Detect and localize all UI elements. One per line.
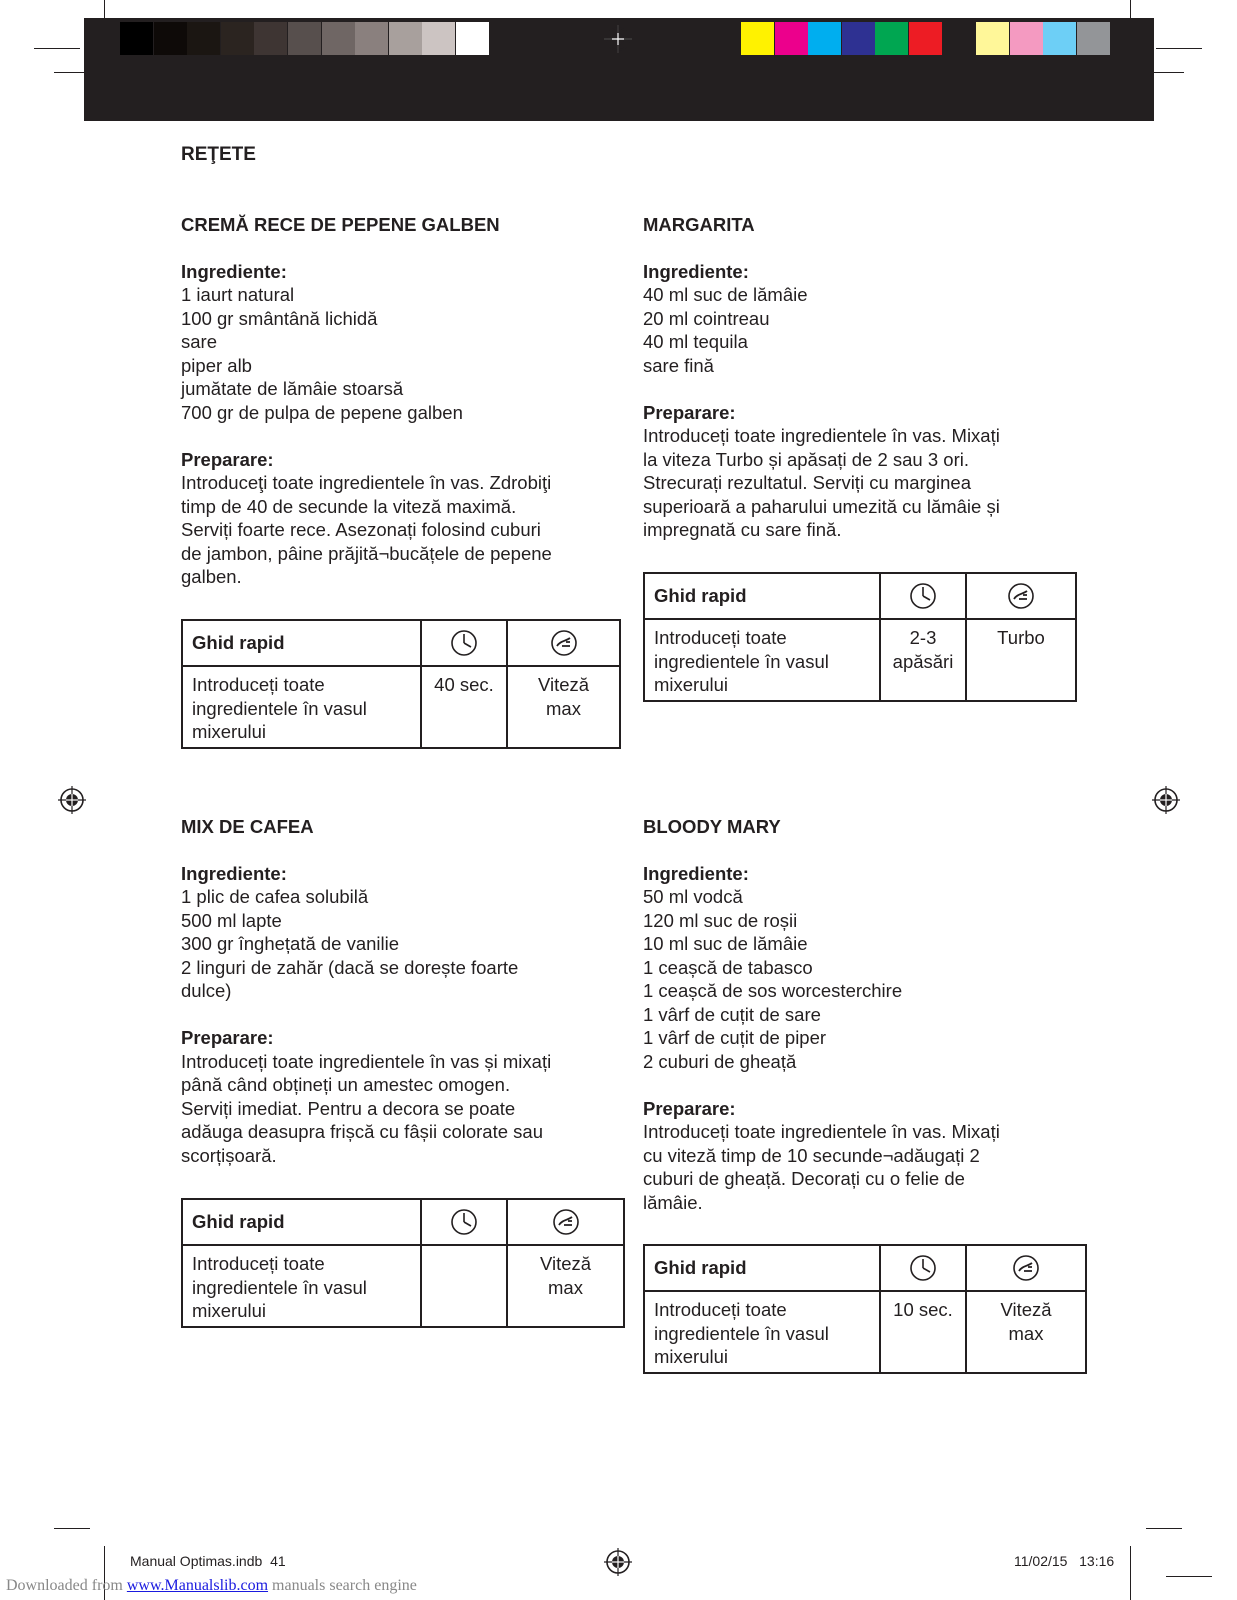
guide-instruction [644, 619, 880, 701]
text-line: piper alb [181, 354, 252, 376]
recipe-mix-de-cafea [181, 815, 611, 1167]
ingredients-label: Ingrediente: [643, 260, 749, 282]
preparation-label: Preparare: [181, 448, 274, 470]
ingredients-list [643, 283, 1063, 377]
footer-page-number: 41 [270, 1553, 286, 1569]
guide-time [880, 1291, 966, 1373]
text-line: ingredientele în vasul [654, 650, 829, 672]
text-line: galben. [181, 566, 242, 587]
text-line: Serviți foarte rece. Asezonați folosind cuburi [181, 519, 541, 540]
color-swatch [808, 22, 841, 55]
clock-icon [909, 1254, 937, 1282]
footer-date: 11/02/15 [1014, 1553, 1068, 1569]
download-watermark [6, 1577, 417, 1595]
guide-speed [966, 619, 1076, 701]
color-swatch [1077, 22, 1110, 55]
guide-speed [507, 666, 620, 748]
text-line: Introduceți toate [192, 674, 325, 695]
footer-time: 13:16 [1079, 1553, 1115, 1569]
speed-dial-icon [550, 629, 578, 657]
ingredients-label: Ingrediente: [643, 862, 749, 884]
text-line: mixerului [192, 721, 267, 742]
gray-swatch [288, 22, 321, 55]
crop-mark [54, 1528, 90, 1529]
text-line: timp de 40 de secunde la viteză maximă. [181, 495, 517, 517]
text-line: sare fină [643, 354, 714, 376]
text-line: impregnată cu sare fină. [643, 519, 842, 540]
text-line: adăuga deasupra frișcă cu fâșii colorate sau [181, 1121, 543, 1142]
text-line: superioară a paharului umezită cu lămâie și [643, 495, 1000, 517]
text-line: la viteza Turbo și apăsați de 2 sau 3 ori. [643, 448, 969, 470]
guide-time [421, 1245, 507, 1327]
text-line: sare [181, 331, 217, 352]
footer-file [130, 1553, 286, 1569]
registration-mark-icon [604, 25, 632, 53]
gray-swatch [322, 22, 355, 55]
speed-column-header [507, 620, 620, 666]
speed-column-header [966, 1245, 1086, 1291]
guide-header: Ghid rapid [182, 620, 421, 666]
registration-mark-icon [58, 786, 86, 814]
guide-header: Ghid rapid [644, 573, 880, 619]
text-line: Introduceți toate [654, 627, 787, 648]
ingredients-label: Ingrediente: [181, 862, 287, 884]
guide-speed [966, 1291, 1086, 1373]
recipe-margarita [643, 213, 1063, 542]
color-swatch [943, 22, 976, 55]
text-line: Introduceți toate ingredientele în vas. Mixați [643, 425, 1000, 446]
text-line: max [546, 697, 581, 719]
text-line: 50 ml vodcă [643, 886, 743, 907]
gray-swatch [154, 22, 187, 55]
color-swatch [741, 22, 774, 55]
crop-mark [1130, 0, 1131, 52]
text-line: mixerului [654, 1346, 729, 1367]
crop-mark [1156, 48, 1202, 49]
quick-guide-table [181, 619, 621, 749]
quick-guide-table [643, 572, 1077, 702]
recipe-title: BLOODY MARY [643, 816, 781, 837]
preparation-text [643, 424, 1063, 542]
text-line: de jambon, pâine prăjită¬bucățele de pepene [181, 542, 552, 564]
clock-icon [909, 582, 937, 610]
page-title: REŢETE [181, 144, 256, 165]
speed-dial-icon [1007, 582, 1035, 610]
text-line: 2 linguri de zahăr (dacă se dorește foarte [181, 956, 519, 978]
text-line: până când obțineți un amestec omogen. [181, 1074, 511, 1095]
crop-mark [1130, 1546, 1131, 1600]
speed-dial-icon [1012, 1254, 1040, 1282]
text-line: Introduceți toate ingredientele în vas. Mixați [643, 1121, 1000, 1142]
time-column-header [880, 573, 966, 619]
text-line: Introduceți toate ingredientele în vas și mixați [181, 1050, 552, 1072]
text-line: mixerului [654, 674, 729, 695]
text-line: cu viteză timp de 10 secunde¬adăugați 2 [643, 1144, 980, 1166]
text-line: scorțișoară. [181, 1144, 277, 1166]
watermark-link[interactable]: www.Manualslib.com [126, 1577, 269, 1594]
preparation-text [643, 1120, 1073, 1214]
text-line: Introduceţi toate ingredientele în vas. Zdrobiţi [181, 472, 552, 493]
footer-file-name: Manual Optimas.indb [130, 1553, 263, 1569]
preparation-label: Preparare: [181, 1027, 274, 1048]
guide-speed [507, 1245, 624, 1327]
text-line: 40 ml tequila [643, 331, 748, 352]
crop-mark [34, 48, 80, 49]
text-line: ingredientele în vasul [192, 697, 367, 719]
text-line: 1 iaurt natural [181, 284, 295, 305]
guide-instruction [644, 1291, 880, 1373]
guide-instruction [182, 1245, 421, 1327]
speed-dial-icon [552, 1208, 580, 1236]
time-column-header [421, 620, 507, 666]
footer-timestamp [1014, 1553, 1114, 1569]
text-line: 40 sec. [434, 674, 494, 695]
guide-time [880, 619, 966, 701]
text-line: 1 vârf de cuțit de piper [643, 1027, 827, 1048]
gray-swatch [422, 22, 455, 55]
guide-header: Ghid rapid [182, 1199, 421, 1245]
color-swatch [909, 22, 942, 55]
time-column-header [421, 1199, 507, 1245]
clock-icon [450, 1208, 478, 1236]
guide-time [421, 666, 507, 748]
recipe-title: MARGARITA [643, 214, 755, 235]
color-swatch [875, 22, 908, 55]
text-line: Introduceți toate [192, 1253, 325, 1274]
text-line: Turbo [997, 627, 1045, 648]
gray-swatch [221, 22, 254, 55]
text-line: Viteză [539, 1253, 592, 1274]
text-line: 120 ml suc de roșii [643, 909, 798, 931]
time-column-header [880, 1245, 966, 1291]
text-line: 700 gr de pulpa de pepene galben [181, 401, 463, 423]
ingredients-list [181, 283, 601, 424]
text-line: mixerului [192, 1300, 267, 1321]
preparation-label: Preparare: [643, 1097, 736, 1119]
text-line: 2-3 [909, 627, 937, 648]
clock-icon [450, 629, 478, 657]
color-swatch [775, 22, 808, 55]
guide-instruction [182, 666, 421, 748]
color-swatch [1043, 22, 1076, 55]
watermark-prefix: Downloaded from [6, 1577, 123, 1594]
recipe-title: MIX DE CAFEA [181, 816, 314, 837]
preparation-text [181, 471, 601, 589]
text-line: ingredientele în vasul [654, 1322, 829, 1344]
gray-swatch [254, 22, 287, 55]
text-line: cuburi de gheață. Decorați cu o felie de [643, 1168, 965, 1189]
text-line: 1 plic de cafea solubilă [181, 886, 369, 907]
text-line: jumătate de lămâie stoarsă [181, 378, 404, 399]
registration-mark-icon [1152, 786, 1180, 814]
text-line: 500 ml lapte [181, 909, 282, 931]
quick-guide-table [181, 1198, 625, 1328]
text-line: Strecurați rezultatul. Serviți cu marginea [643, 472, 971, 493]
recipe-crema-rece [181, 213, 601, 589]
crop-mark [1146, 1528, 1182, 1529]
text-line: Introduceți toate [654, 1299, 787, 1320]
speed-column-header [966, 573, 1076, 619]
text-line: max [1008, 1322, 1044, 1344]
text-line: 2 cuburi de gheață [643, 1050, 797, 1072]
text-line: Viteză [1000, 1299, 1052, 1320]
gray-swatch [187, 22, 220, 55]
text-line: Viteză [537, 674, 590, 695]
gray-swatch [355, 22, 388, 55]
registration-mark-icon [604, 1548, 632, 1576]
text-line: 1 vârf de cuțit de sare [643, 1003, 821, 1025]
color-swatch [842, 22, 875, 55]
text-line: 10 sec. [893, 1299, 953, 1320]
ingredients-list [643, 885, 1073, 1073]
text-line: 40 ml suc de lămâie [643, 284, 808, 305]
crop-mark [1166, 1576, 1212, 1577]
text-line: 20 ml cointreau [643, 307, 770, 329]
text-line: 10 ml suc de lămâie [643, 933, 808, 954]
text-line: lămâie. [643, 1191, 703, 1213]
text-line: max [548, 1276, 583, 1298]
watermark-suffix: manuals search engine [272, 1577, 417, 1594]
text-line: 100 gr smântână lichidă [181, 307, 378, 329]
crop-mark [54, 72, 84, 73]
preparation-text [181, 1050, 611, 1168]
color-swatch [976, 22, 1009, 55]
color-swatch [1010, 22, 1043, 55]
crop-mark [104, 0, 105, 52]
gray-swatch [120, 22, 153, 55]
text-line: 1 ceașcă de sos worcesterchire [643, 980, 903, 1001]
recipe-bloody-mary [643, 815, 1073, 1214]
text-line: apăsări [892, 650, 954, 672]
ingredients-list [181, 885, 611, 1003]
text-line: ingredientele în vasul [192, 1276, 367, 1298]
quick-guide-table [643, 1244, 1087, 1374]
text-line: 1 ceașcă de tabasco [643, 956, 813, 978]
ingredients-label: Ingrediente: [181, 260, 287, 282]
crop-mark [1154, 72, 1184, 73]
speed-column-header [507, 1199, 624, 1245]
recipe-title: CREMĂ RECE DE PEPENE GALBEN [181, 214, 500, 235]
preparation-label: Preparare: [643, 401, 736, 423]
gray-swatch [456, 22, 489, 55]
guide-header: Ghid rapid [644, 1245, 880, 1291]
text-line: dulce) [181, 980, 232, 1001]
gray-swatch [389, 22, 422, 55]
text-line: 300 gr înghețată de vanilie [181, 933, 400, 954]
text-line: Serviți imediat. Pentru a decora se poate [181, 1097, 516, 1119]
